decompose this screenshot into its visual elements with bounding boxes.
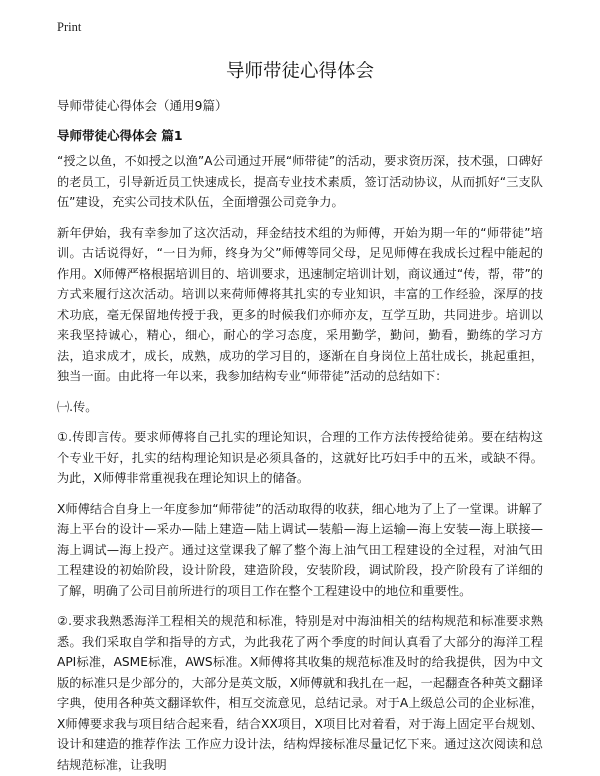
document-subtitle: 导师带徒心得体会（通用9篇） bbox=[57, 98, 228, 113]
document-body bbox=[57, 151, 543, 776]
paragraph: ①.传即言传。要求师傅将自己扎实的理论知识，合理的工作方法传授给徒弟。要在结构这个专业干好，扎实的结构理论知识是必须具备的，这就好比巧妇手中的五米，或缺不得。为此，X师傅非常重视我在理论知识上的储备。 bbox=[57, 430, 543, 485]
paragraph: ㈠.传。 bbox=[57, 399, 98, 414]
paragraph: 新年伊始，我有幸参加了这次活动，拜金结技术组的为师傅，开始为期一年的“师带徒”培训。古话说得好，“一日为师，终身为父”师傅等同父母，足见师傅在我成长过程中能起的作用。X师傅严格根据培训目的、培训要求，迅速制定培训计划，商议通过“传，帮，带”的方式来履行这次活动。培训以来荷师傅将其扎实的专业知识，丰富的工作经验，深厚的技术功底，毫无保留地传授于我，更多的时候我们亦师亦友，互学互助，共同进步。培训以来我坚持诚心，精心，细心，耐心的学习态度，采用勤学，勤问，勤看，勤练的学习方法，追求成才，成长，成熟，成功的学习目的，逐渐在自身岗位上茁壮成长，挑起重担，独当一面。由此将一年以来，我参加结构专业“师带徒”活动的总结如下： bbox=[57, 225, 543, 383]
paragraph: ②.要求我熟悉海洋工程相关的规范和标准，特别是对中海油相关的结构规范和标准要求熟悉。我们采取自学和指导的方式，为此我花了两个季度的时间认真看了大部分的海洋工程API标准，ASME标准，AWS标准。X师傅将其收集的规范标准及时的给我提供，因为中文版的标准只是少部分的，大部分是英文版，X师傅就和我扎在一起，一起翻查各种英文翻译字典，使用各种英文翻译软件，相互交流意见，总结记录。对于A上级总公司的企业标准，X师傅要求我与项目结合起来看，结合XX项目，X项目比对着看，对于海上固定平台规划、设计和建造的推荐作法 工作应力设计法，结构焊接标准尽量记忆下来。通过这次阅读和总结规范标准，让我明 bbox=[57, 614, 543, 772]
section-heading: 导师带徒心得体会 篇1 bbox=[57, 128, 183, 143]
paragraph: X师傅结合自身上一年度参加“师带徒”的活动取得的收获，细心地为了上了一堂课。讲解了海上平台的设计—采办—陆上建造—陆上调试—装船—海上运输—海上安装—海上联接—海上调试—海上投产。通过这堂课我了解了整个海上油气田工程建设的全过程，对油气田工程建设的初始阶段，设计阶段，建造阶段，安装阶段，调试阶段，投产阶段有了详细的了解，明确了公司目前所进行的项目工作在整个工程建设中的地位和重要性。 bbox=[57, 501, 543, 598]
document-title: 导师带徒心得体会 bbox=[225, 61, 374, 82]
print-label: Print bbox=[57, 20, 82, 34]
paragraph: “授之以鱼，不如授之以渔”A公司通过开展“师带徒”的活动，要求资历深，技术强，口碑好的老员工，引导新近员工快速成长，提高专业技术素质，签订活动协议，从而抓好“三支队伍”建设，充实公司技术队伍，全面增强公司竞争力。 bbox=[57, 154, 543, 209]
